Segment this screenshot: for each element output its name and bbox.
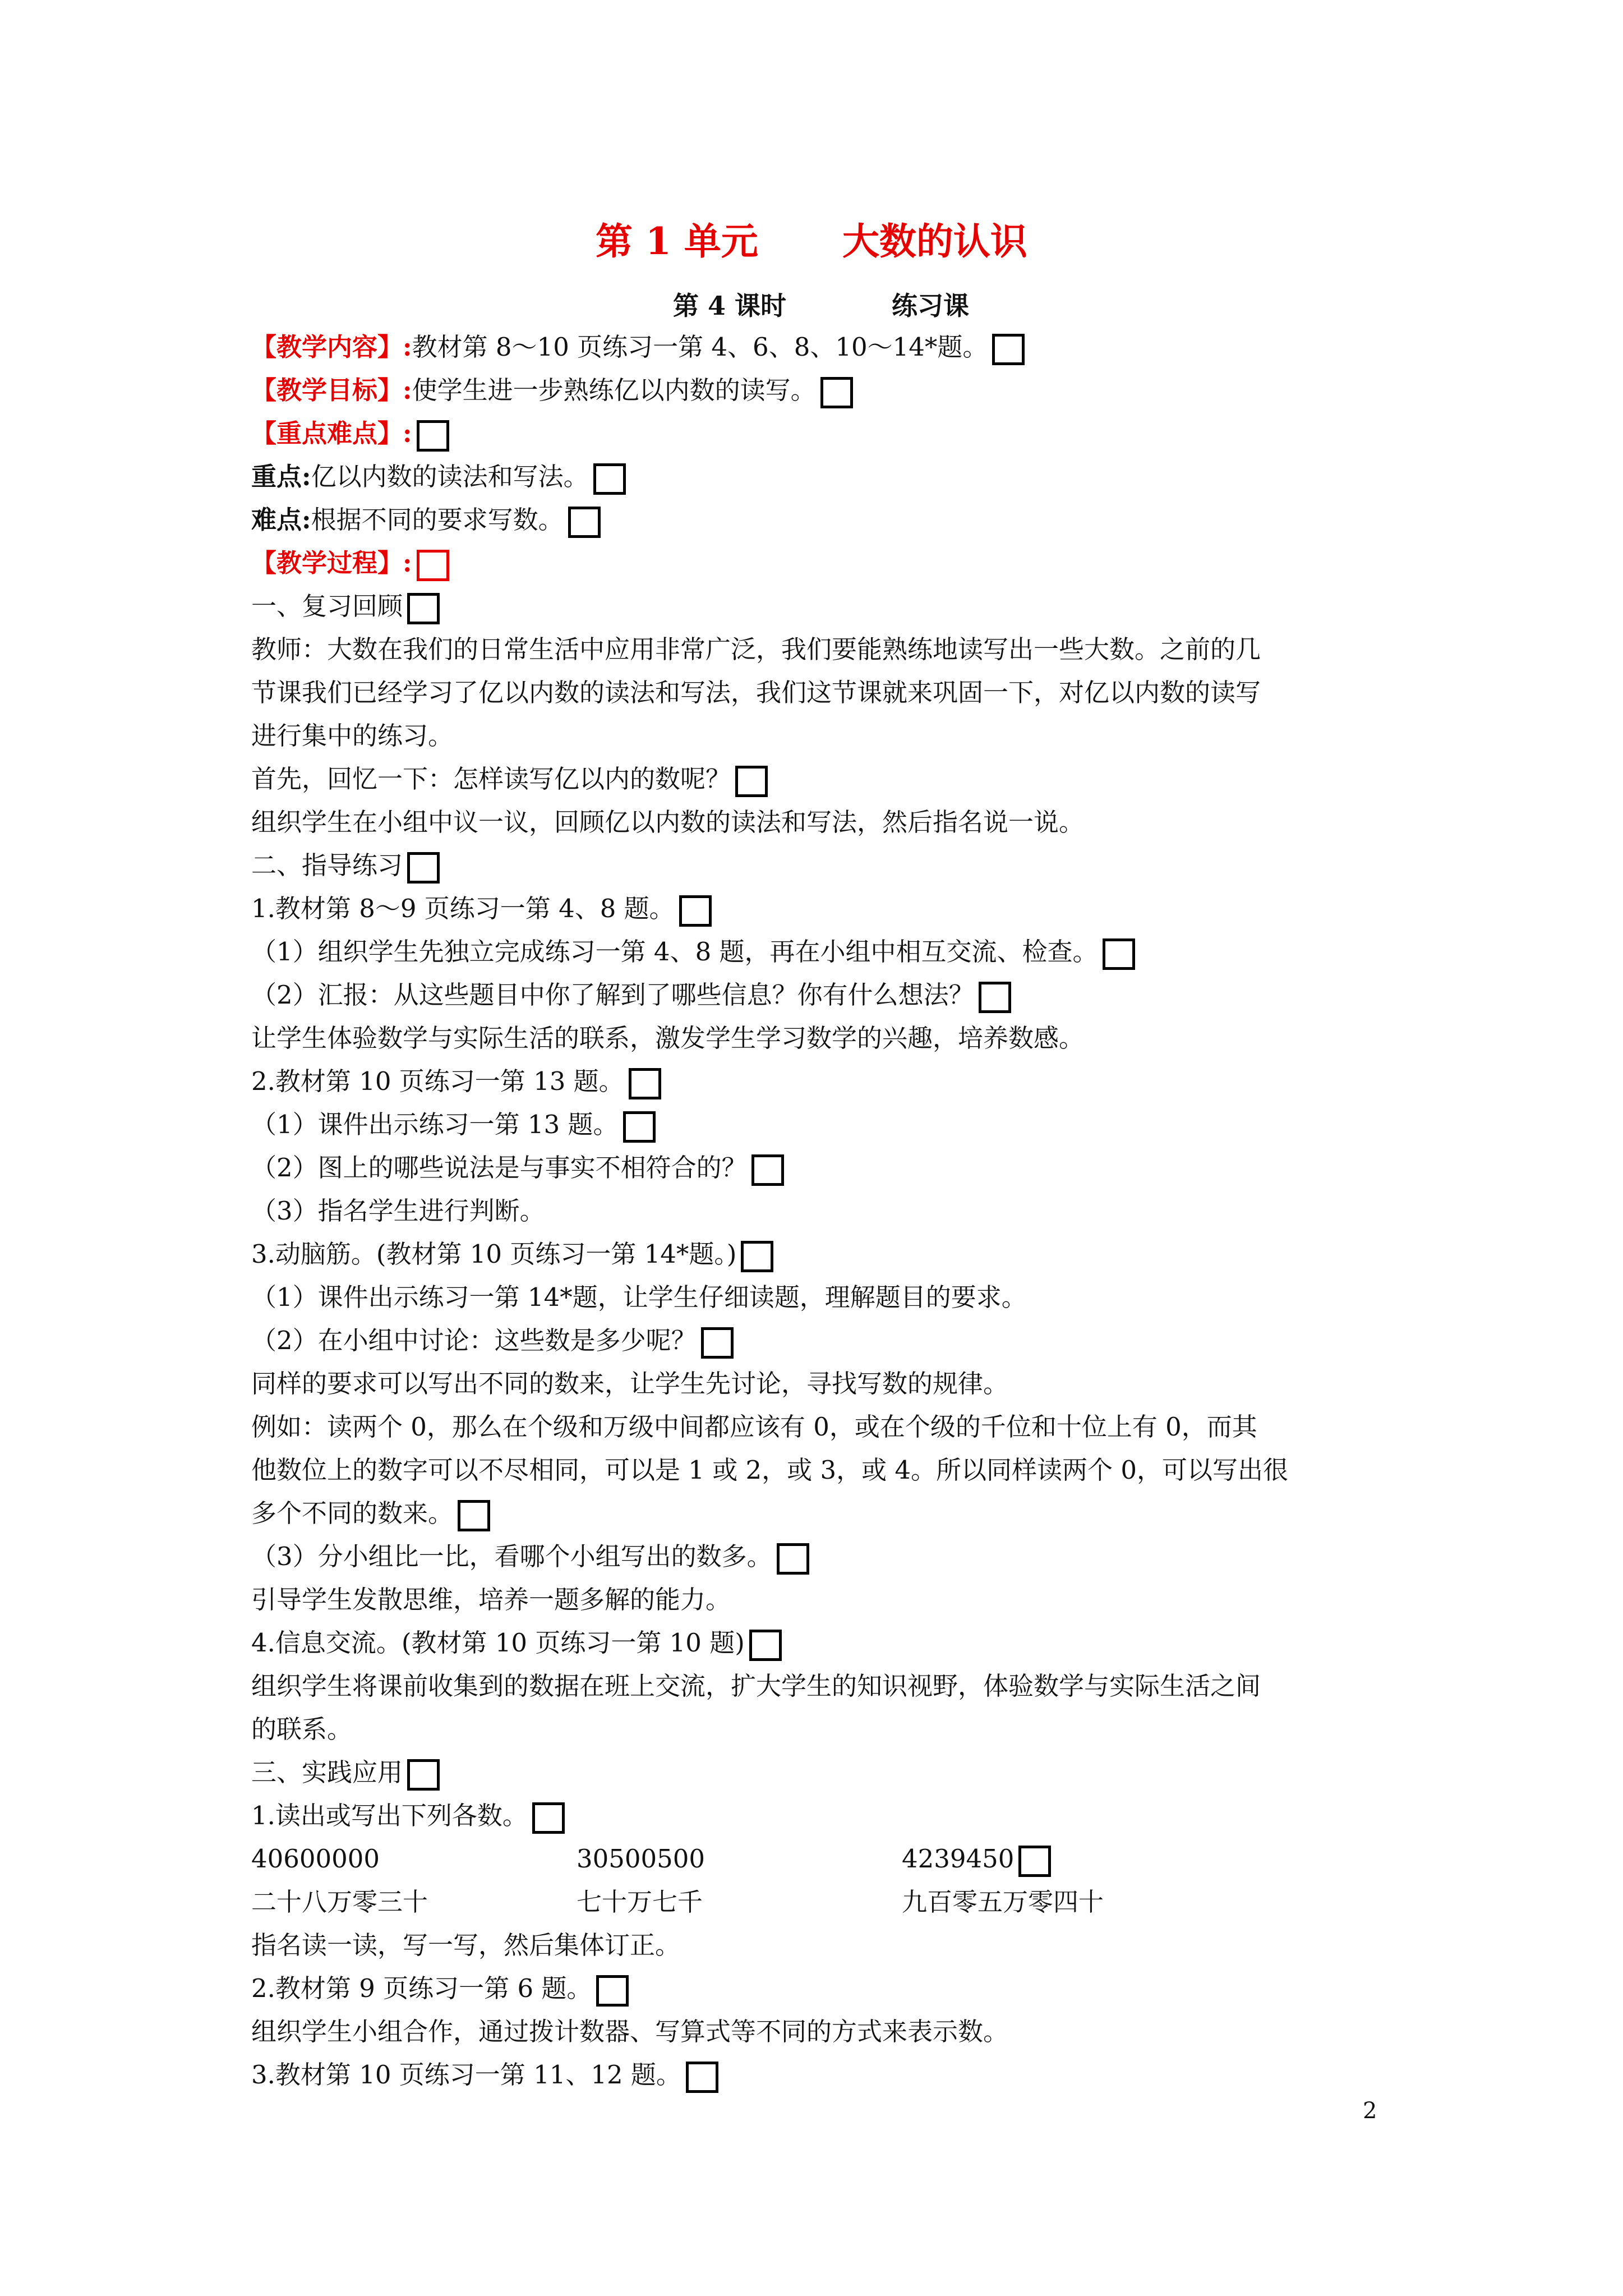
check-box[interactable] bbox=[596, 1975, 629, 2007]
list-item: （3）指名学生进行判断。 bbox=[251, 1196, 545, 1226]
list-item: （2）在小组中讨论：这些数是多少呢？ bbox=[251, 1319, 1395, 1362]
teaching-content-line bbox=[251, 325, 1395, 369]
list-item: （1）课件出示练习一第 14*题，让学生仔细读题，理解题目的要求。 bbox=[251, 1282, 1027, 1312]
lesson-content bbox=[251, 325, 1395, 2096]
key-difficulty-label: 【重点难点】: bbox=[251, 418, 412, 448]
list-item: （1）组织学生先独立完成练习一第 4、8 题，再在小组中相互交流、检查。 bbox=[251, 930, 1395, 973]
teaching-goal-line bbox=[251, 369, 1395, 412]
check-box[interactable] bbox=[458, 1500, 490, 1531]
word-row bbox=[251, 1880, 1395, 1924]
list-item: （2）汇报：从这些题目中你了解到了哪些信息？你有什么想法？ bbox=[251, 973, 1395, 1016]
check-box[interactable] bbox=[623, 1111, 656, 1143]
list-item: 4.信息交流。(教材第 10 页练习一第 10 题) bbox=[251, 1621, 1395, 1664]
list-item: 2.教材第 10 页练习一第 13 题。 bbox=[251, 1060, 1395, 1103]
unit-number: 第 1 单元 bbox=[596, 219, 758, 263]
check-box[interactable] bbox=[407, 1759, 440, 1791]
list-item: （3）分小组比一比，看哪个小组写出的数多。 bbox=[251, 1535, 1395, 1578]
key-point-label: 重点: bbox=[251, 462, 311, 491]
check-box[interactable] bbox=[417, 550, 449, 581]
list-item: （2）图上的哪些说法是与事实不相符合的？ bbox=[251, 1146, 1395, 1189]
check-box[interactable] bbox=[820, 377, 853, 408]
difficulty-line bbox=[251, 498, 1395, 541]
paragraph-line: 同样的要求可以写出不同的数来，让学生先讨论，寻找写数的规律。 bbox=[251, 1369, 1009, 1398]
key-point-line bbox=[251, 455, 1395, 498]
check-box[interactable] bbox=[686, 2062, 718, 2093]
paragraph-line: 让学生体验数学与实际生活的联系，激发学生学习数学的兴趣，培养数感。 bbox=[251, 1023, 1085, 1053]
check-box[interactable] bbox=[407, 852, 440, 884]
paragraph-line: 节课我们已经学习了亿以内数的读法和写法，我们这节课就来巩固一下，对亿以内数的读写 bbox=[251, 678, 1261, 707]
paragraph-line: 指名读一读，写一写，然后集体订正。 bbox=[251, 1930, 681, 1960]
paragraph-line: 教师：大数在我们的日常生活中应用非常广泛，我们要能熟练地读写出一些大数。之前的几 bbox=[251, 634, 1261, 664]
number-item: 30500500 bbox=[577, 1844, 706, 1874]
list-item: 3.动脑筋。(教材第 10 页练习一第 14*题。) bbox=[251, 1232, 1395, 1276]
check-box[interactable] bbox=[701, 1327, 734, 1359]
teaching-goal-text: 使学生进一步熟练亿以内数的读写。 bbox=[412, 375, 816, 405]
lesson-number: 第 4 课时 bbox=[673, 291, 787, 321]
number-item: 4239450 bbox=[902, 1844, 1015, 1874]
check-box[interactable] bbox=[1018, 1846, 1051, 1877]
paragraph-line: 组织学生在小组中议一议，回顾亿以内数的读法和写法，然后指名说一说。 bbox=[251, 807, 1085, 837]
check-box[interactable] bbox=[407, 593, 440, 624]
paragraph-line: 组织学生将课前收集到的数据在班上交流，扩大学生的知识视野，体验数学与实际生活之间 bbox=[251, 1671, 1261, 1701]
paragraph-line: 组织学生小组合作，通过拨计数器、写算式等不同的方式来表示数。 bbox=[251, 2017, 1009, 2046]
list-item: 1.教材第 8～9 页练习一第 4、8 题。 bbox=[251, 887, 1395, 930]
page-title bbox=[0, 213, 1623, 269]
list-item: 2.教材第 9 页练习一第 6 题。 bbox=[251, 1967, 1395, 2010]
lesson-type: 练习课 bbox=[892, 291, 969, 321]
check-box[interactable] bbox=[532, 1802, 565, 1834]
teaching-goal-label: 【教学目标】: bbox=[251, 375, 412, 405]
check-box[interactable] bbox=[979, 982, 1011, 1013]
check-box[interactable] bbox=[679, 895, 712, 927]
page-number: 2 bbox=[1363, 2098, 1377, 2124]
teaching-content-text: 教材第 8～10 页练习一第 4、6、8、10～14*题。 bbox=[412, 332, 988, 362]
paragraph-line: 例如：读两个 0，那么在个级和万级中间都应该有 0，或在个级的千位和十位上有 0，而其 bbox=[251, 1412, 1257, 1442]
paragraph-line: 首先，回忆一下：怎样读写亿以内的数呢？ bbox=[251, 757, 1395, 800]
key-point-text: 亿以内数的读法和写法。 bbox=[311, 462, 589, 491]
teaching-content-label: 【教学内容】: bbox=[251, 332, 412, 362]
paragraph-line: 的联系。 bbox=[251, 1714, 353, 1744]
paragraph-line: 他数位上的数字可以不尽相同，可以是 1 或 2，或 3，或 4。所以同样读两个 0，可以写出很 bbox=[251, 1455, 1288, 1485]
word-number-item: 二十八万零三十 bbox=[251, 1887, 428, 1917]
paragraph-line: 引导学生发散思维，培养一题多解的能力。 bbox=[251, 1585, 731, 1614]
word-number-item: 七十万七千 bbox=[577, 1887, 703, 1917]
key-difficulty-line bbox=[251, 412, 1395, 455]
check-box[interactable] bbox=[735, 766, 768, 797]
check-box[interactable] bbox=[749, 1630, 782, 1661]
list-item: （1）课件出示练习一第 13 题。 bbox=[251, 1103, 1395, 1146]
list-item: 3.教材第 10 页练习一第 11、12 题。 bbox=[251, 2053, 1395, 2096]
unit-name: 大数的认识 bbox=[842, 219, 1027, 263]
teaching-process-label: 【教学过程】: bbox=[251, 548, 412, 578]
section-heading: 一、复习回顾 bbox=[251, 585, 1395, 628]
word-number-item: 九百零五万零四十 bbox=[902, 1887, 1104, 1917]
check-box[interactable] bbox=[568, 507, 601, 538]
lesson-subtitle bbox=[0, 283, 1623, 328]
section-heading: 二、指导练习 bbox=[251, 844, 1395, 887]
section-heading: 三、实践应用 bbox=[251, 1751, 1395, 1794]
number-item: 40600000 bbox=[251, 1844, 380, 1874]
check-box[interactable] bbox=[1103, 938, 1135, 970]
check-box[interactable] bbox=[629, 1068, 661, 1099]
difficulty-text: 根据不同的要求写数。 bbox=[311, 505, 564, 535]
check-box[interactable] bbox=[593, 463, 626, 495]
check-box[interactable] bbox=[751, 1154, 784, 1186]
paragraph-line: 进行集中的练习。 bbox=[251, 721, 454, 751]
check-box[interactable] bbox=[992, 334, 1025, 365]
number-row bbox=[251, 1837, 1395, 1880]
check-box[interactable] bbox=[417, 420, 449, 452]
paragraph-line: 多个不同的数来。 bbox=[251, 1492, 1395, 1535]
check-box[interactable] bbox=[741, 1241, 773, 1272]
list-item: 1.读出或写出下列各数。 bbox=[251, 1794, 1395, 1837]
teaching-process-line bbox=[251, 541, 1395, 585]
difficulty-label: 难点: bbox=[251, 505, 311, 535]
check-box[interactable] bbox=[777, 1543, 809, 1575]
